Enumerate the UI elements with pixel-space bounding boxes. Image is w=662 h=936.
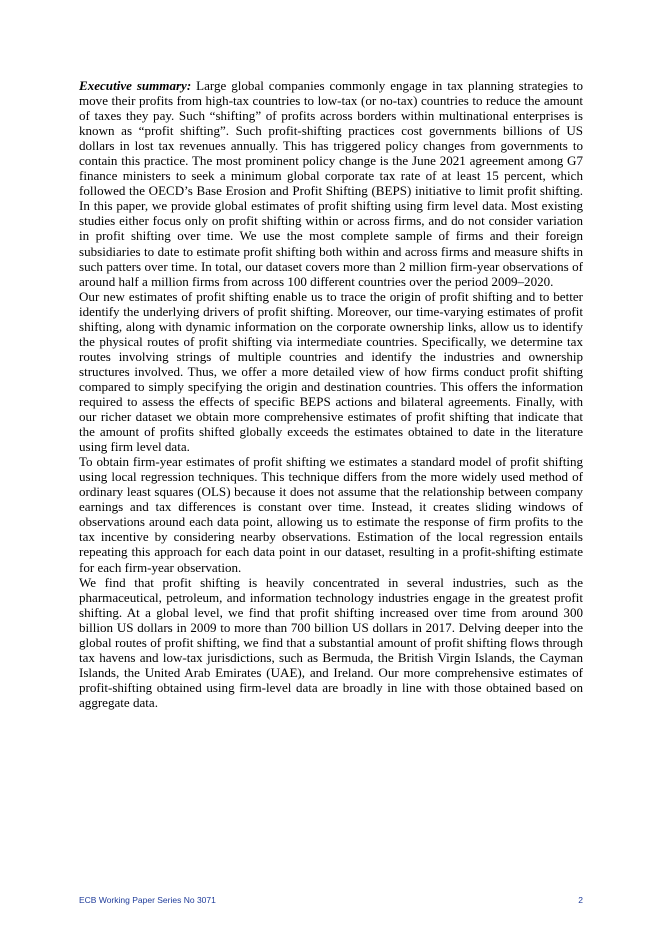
footer-page-number: 2 bbox=[578, 895, 583, 905]
paragraph-2: Our new estimates of profit shifting enable us to trace the origin of profit shifting and to better identify the underlying drivers of profit shifting. Moreover, our time-varying estimates of profit shifting, along with dynamic information on the corporate ownership links, allow us to identify the physical routes of profit shifting via intermediate countries. Specifically, we determine tax routes involving strings of multiple countries and identify the industries and ownership structures involved. Thus, we offer a more detailed view of how firms conduct profit shifting compared to simply specifying the origin and destination countries. This offers the information required to assess the effects of specific BEPS actions and bilateral agreements. Finally, with our richer dataset we obtain more comprehensive estimates of profit shifting that indicate that the amount of profits shifted globally exceeds the estimates obtained to date in the literature using firm level data. bbox=[79, 288, 583, 455]
paragraph-1-text: Large global companies commonly engage in tax planning strategies to move their profits from high-tax countries to low-tax (or no-tax) countries to reduce the amount of taxes they pay. Such “shifting” of profits across borders within multinational enterprises is known as “profit shifting”. Such profit-shifting practices cost governments billions of US dollars in lost tax revenues annually. This has triggered policy changes from governments to contain this practice. The most prominent policy change is the June 2021 agreement among G7 finance ministers to seek a minimum global corporate tax rate of at least 15 percent, which followed the OECD’s Base Erosion and Profit Shifting (BEPS) initiative to limit profit shifting. In this paper, we provide global estimates of profit shifting using firm level data. Most existing studies either focus only on profit shifting within or across firms, and do not consider variation in profit shifting over time. We use the most complete sample of firms and their foreign subsidiaries to date to estimate profit shifting both within and across firms and measure shifts in such patters over time. In total, our dataset covers more than 2 million firm-year observations of around half a million firms from across 100 different countries over the period 2009–2020. bbox=[79, 78, 583, 289]
footer-series-title: ECB Working Paper Series No 3071 bbox=[79, 895, 216, 905]
paragraph-1 bbox=[79, 78, 583, 289]
page-footer bbox=[79, 895, 583, 905]
executive-summary bbox=[79, 78, 583, 710]
paragraph-4: We find that profit shifting is heavily concentrated in several industries, such as the pharmaceutical, petroleum, and information technology industries engage in the greatest profit shifting. At a global level, we find that profit shifting increased over time from around 300 billion US dollars in 2009 to more than 700 billion US dollars in 2017. Delving deeper into the global routes of profit shifting, we find that a substantial amount of profit shifting flows through tax havens and low-tax jurisdictions, such as Bermuda, the British Virgin Islands, the Cayman Islands, the United Arab Emirates (UAE), and Ireland. Our more comprehensive estimates of profit-shifting obtained using firm-level data are broadly in line with those obtained based on aggregate data. bbox=[79, 574, 583, 710]
paragraph-3: To obtain firm-year estimates of profit shifting we estimates a standard model of profit shifting using local regression techniques. This technique differs from the more widely used method of ordinary least squares (OLS) because it does not assume that the relationship between company earnings and tax differences is constant over time. Instead, it creates sliding windows of observations around each data point, allowing us to estimate the response of firm profits to the tax incentive by considering nearby observations. Estimation of the local regression entails repeating this approach for each data point in our dataset, resulting in a profit-shifting estimate for each firm-year observation. bbox=[79, 454, 583, 575]
executive-summary-heading: Executive summary: bbox=[79, 78, 192, 93]
